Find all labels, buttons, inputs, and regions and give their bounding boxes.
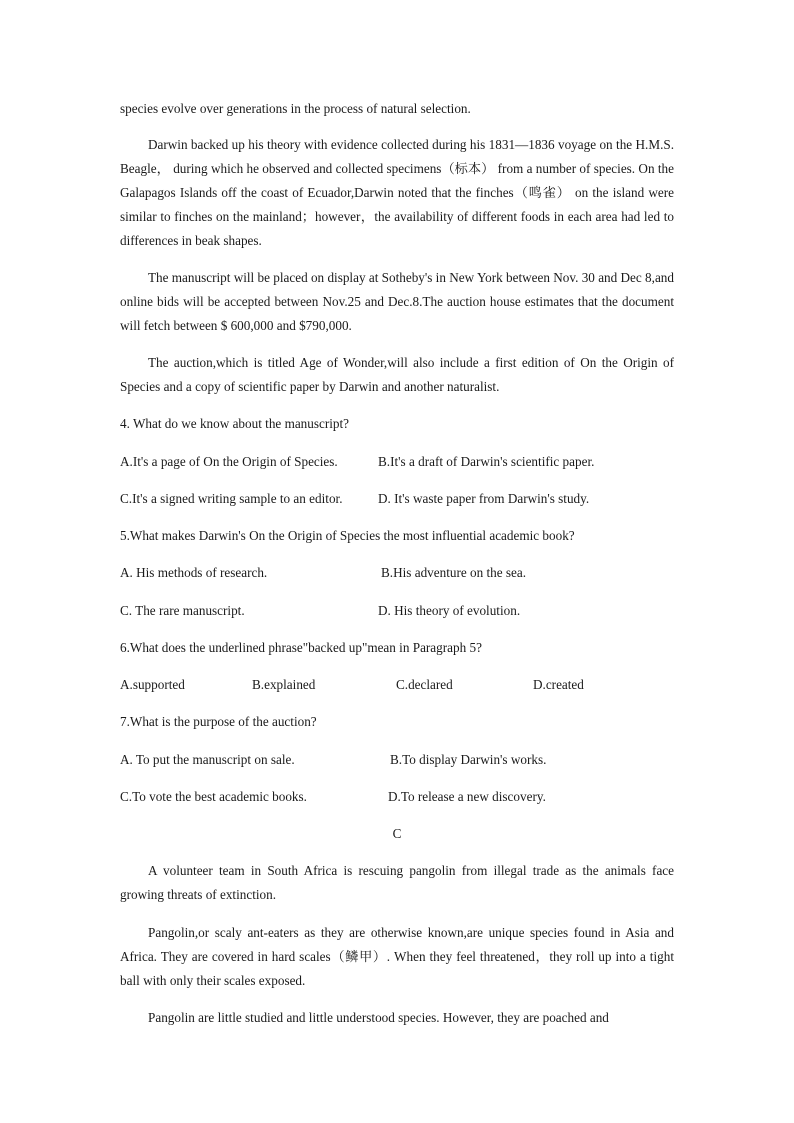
passage-b-fragment: species evolve over generations in the process of natural selection. xyxy=(120,101,471,116)
question-6-option-d: D.created xyxy=(533,677,584,692)
passage-b-paragraph-beagle: Darwin backed up his theory with evidence collected during his 1831—1836 voyage on the H.M.S. Beagle， during which he observed and collected specimens（标本） from a number of species. On the Galapagos Islands off the coast of Ecuador,Darwin noted that the finches（鸣雀） on the island were similar to finches on the mainland；however，the availability of different foods in each area had led to differences in beak shapes. xyxy=(120,137,674,248)
question-6-stem: 6.What does the underlined phrase"backed up"mean in Paragraph 5? xyxy=(120,640,482,655)
question-7-stem: 7.What is the purpose of the auction? xyxy=(120,714,317,729)
passage-b-paragraph-display: The manuscript will be placed on display at Sotheby's in New York between Nov. 30 and Dec 8,and online bids will be accepted between Nov.25 and Dec.8.The auction house estimates that the document will fetch between $ 600,000 and $790,000. xyxy=(120,270,674,333)
question-7-option-a: A. To put the manuscript on sale. xyxy=(120,752,295,767)
question-5-option-b: B.His adventure on the sea. xyxy=(381,565,527,580)
question-6-option-c: C.declared xyxy=(396,677,453,692)
question-4-stem: 4. What do we know about the manuscript? xyxy=(120,416,350,431)
question-6-option-b: B.explained xyxy=(252,677,316,692)
question-7-option-b: B.To display Darwin's works. xyxy=(390,752,547,767)
question-7-option-c: C.To vote the best academic books. xyxy=(120,789,307,804)
question-5-option-a: A. His methods of research. xyxy=(120,565,268,580)
question-4-option-b: B.It's a draft of Darwin's scientific paper. xyxy=(378,454,595,469)
question-6-option-a: A.supported xyxy=(120,677,185,692)
passage-c-paragraph-studied: Pangolin are little studied and little understood species. However, they are poached and xyxy=(148,1010,609,1025)
passage-c-paragraph-team: A volunteer team in South Africa is rescuing pangolin from illegal trade as the animals face growing threats of extinction. xyxy=(120,863,674,902)
question-4-option-c: C.It's a signed writing sample to an editor. xyxy=(120,491,343,506)
question-5-option-d: D. His theory of evolution. xyxy=(378,603,521,618)
question-5-option-c: C. The rare manuscript. xyxy=(120,603,245,618)
question-7-option-d: D.To release a new discovery. xyxy=(388,789,546,804)
passage-c-heading: C xyxy=(392,826,402,841)
question-5-stem: 5.What makes Darwin's On the Origin of Species the most influential academic book? xyxy=(120,528,575,543)
passage-c-paragraph-pangolin: Pangolin,or scaly ant-eaters as they are otherwise known,are unique species found in Asia and Africa. They are covered in hard scales（鳞甲）. When they feel threatened，they roll up into a tight ball with only their scales exposed. xyxy=(120,925,674,988)
passage-b-paragraph-auction: The auction,which is titled Age of Wonder,will also include a first edition of On the Origin of Species and a copy of scientific paper by Darwin and another naturalist. xyxy=(120,355,674,394)
question-4-option-d: D. It's waste paper from Darwin's study. xyxy=(378,491,590,506)
question-4-option-a: A.It's a page of On the Origin of Species. xyxy=(120,454,338,469)
